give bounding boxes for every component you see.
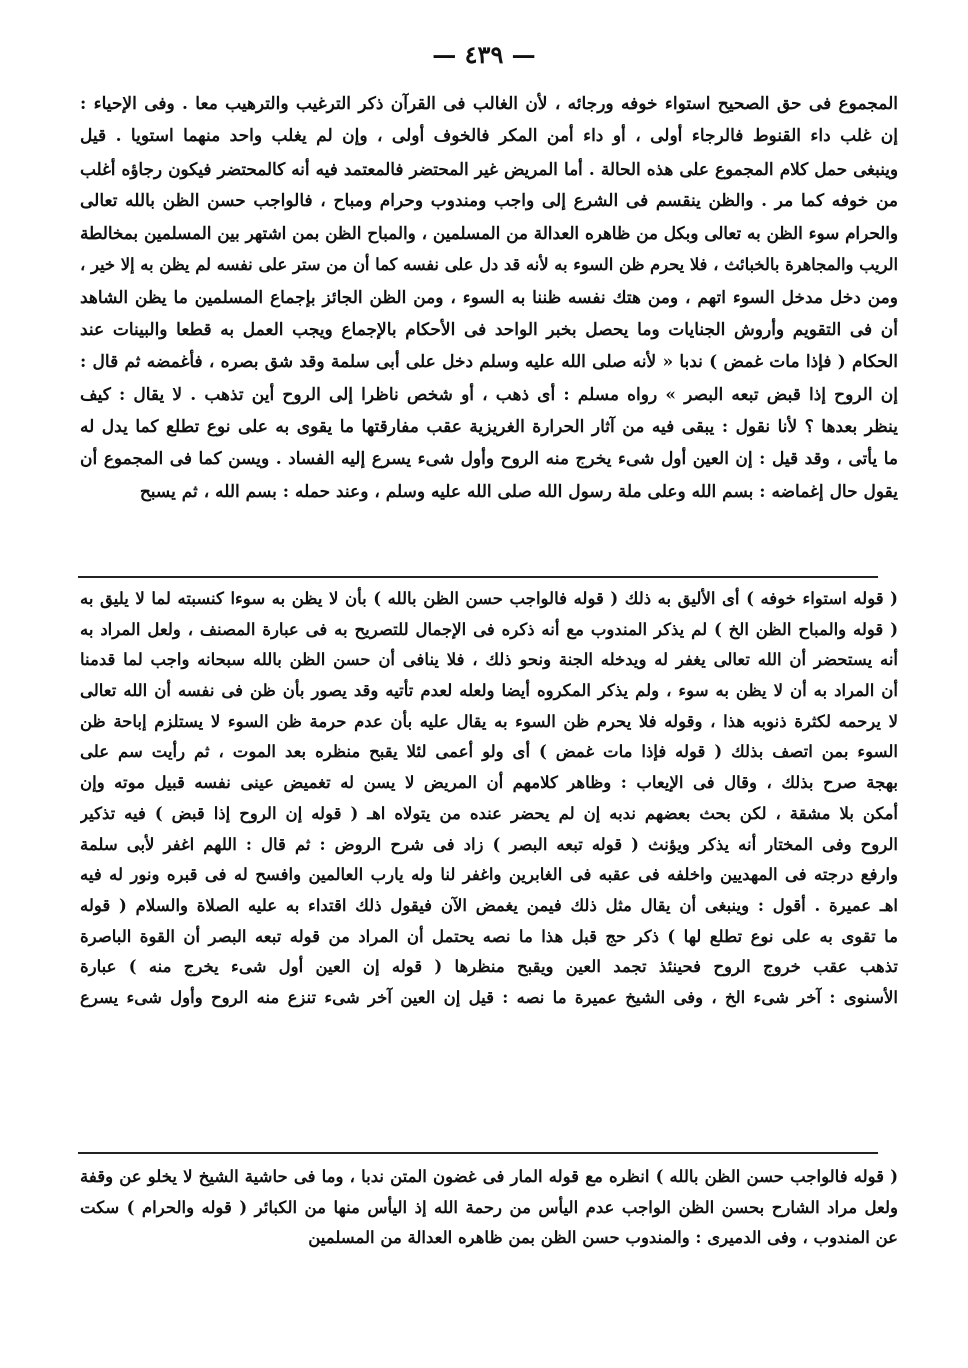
main-text-line: وينبغى حمل كلام المجموع على هذه الحالة . أما المريض غير المحتضر فالمعتمد فيه أنه كالمحتضر فيكون رجاؤه أغلب bbox=[80, 158, 898, 179]
main-text-line: ما يأتى ، وقد قيل : إن العين أول شىء يخرج منه الروح وأول شىء يسرع إليه الفساد . ويسن كما فى المجموع أن bbox=[80, 449, 898, 470]
main-text bbox=[80, 88, 898, 508]
commentary-line: تذهب عقب خروج الروح فحينئذ تجمد العين ويقبح منظرها ( قوله إن العين أول شىء يخرج منه ) عبارة bbox=[80, 957, 898, 977]
commentary-line: لا يرحمه لكثرة ذنوبه هذا ، وقوله فلا يحرم ظن السوء به يقال عليه بأن عدم حرمة ظن السوء لا يستلزم إباحة ظن bbox=[80, 711, 898, 731]
commentary-line: ( قوله استواء خوفه ) أى الأليق به ذلك ( قوله فالواجب حسن الظن بالله ) بأن لا يظن به سوءا كنسبته لما لا يليق به bbox=[80, 589, 898, 608]
main-text-line: الحكام ( فإذا مات غمض ) ندبا « لأنه صلى الله عليه وسلم دخل على أبى سلمة وقد شق بصره ، فأغمضه ثم قال : bbox=[80, 352, 898, 373]
main-text-line: أن فى التقويم وأروش الجنايات وما يحصل بخبر الواحد فى الأحكام بالإجماع ويجب العمل به قطعا والبينات عند bbox=[80, 320, 898, 341]
footnotes bbox=[80, 1162, 898, 1254]
footnote-line: ( قوله فالواجب حسن الظن بالله ) انظره مع قوله المار فى غضون المتن ندبا ، وما فى حاشية الشيخ لا يخلو عن وقفة bbox=[80, 1167, 898, 1186]
commentary-line: السوء بمن اتصف بذلك ( قوله فإذا مات غمض ) أى ولو أعمى لئلا يقبح منظره بعد الموت ، ثم رأيت سم على bbox=[80, 742, 898, 762]
main-text-line: ينظر بعدها ؟ لأنا نقول : يبقى فيه من آثار الحرارة الغريزية عقب مفارقتها ما يقوى به على نوع تطلع كما يدل له bbox=[80, 416, 898, 437]
commentary-line: أن المراد به أن لا يظن به سوء ، ولم يذكر المكروه أيضا ولعله لعدم تأتيه وقد يصور بأن ظن فى نفسه أن الله تعالى bbox=[80, 681, 898, 701]
main-text-line: إن الروح إذا قبض تبعه البصر » رواه مسلم : أى ذهب ، أو شخص ناظرا إلى الروح أين تذهب . لا يقال : كيف bbox=[80, 384, 898, 405]
commentary-line: وارفع درجته فى المهديين واخلفه فى عقبه فى الغابرين واغفر لنا وله يارب العالمين وافسح له فى قبره ونور له فيه bbox=[80, 865, 898, 885]
footnote-line: ولعل مراد الشارح بحسن الظن الواجب عدم اليأس من رحمة الله إذ اليأس منها من الكبائر ( قوله والحرام ) سكت bbox=[80, 1197, 898, 1217]
section-divider bbox=[78, 576, 878, 578]
section-divider bbox=[78, 1152, 878, 1154]
footnote-line: عن المندوب ، وفى الدميرى : والمندوب حسن الظن بمن ظاهره العدالة من المسلمين bbox=[308, 1228, 898, 1247]
commentary-line: بهجة صرح بذلك ، وقال فى الإيعاب : وظاهر كلامهم أن المريض لا يسن له تغميض عينى نفسه قبيل موته وإن bbox=[80, 773, 898, 793]
commentary-line: أمكن بلا مشقة ، لكن بحث بعضهم ندبه إن لم يحضر عنده من يتولاه اهـ ( قوله إن الروح إذا قبض ) فيه تذكير bbox=[80, 803, 898, 823]
main-text-line: من خوفه كما مر . والظن ينقسم فى الشرع إلى واجب ومندوب وحرام ومباح ، فالواجب حسن الظن بالله تعالى bbox=[80, 190, 898, 211]
main-text-line: ومن دخل مدخل السوء اتهم ، ومن هتك نفسه ظننا به السوء ، ومن الظن الجائز بإجماع المسلمين ما يظن الشاهد bbox=[80, 287, 898, 308]
page-number: — ٤٣٩ — bbox=[432, 40, 536, 69]
main-text-line: إن غلب داء القنوط فالرجاء أولى ، أو داء أمن المكر فالخوف أولى ، وإن لم يغلب واحد منهما استويا . قيل bbox=[80, 126, 898, 147]
commentary-line: أنه يستحضر أن الله تعالى يغفر له ويدخله الجنة ونحو ذلك ، فلا ينافى أن حسن الظن بالله سبحانه واجب لما قدمنا bbox=[80, 650, 898, 670]
commentary-line: اهـ عميرة . أقول : وينبغى أن يقال مثل ذلك فيمن يغمض الآن فيقول ذلك اقتداء به عليه الصلاة والسلام ( قوله bbox=[80, 895, 898, 915]
main-text-line: يقول حال إغماضه : بسم الله وعلى ملة رسول الله صلى الله عليه وسلم ، وعند حمله : بسم الله ، ثم يسبح bbox=[139, 481, 898, 502]
main-text-line: المجموع فى حق الصحيح استواء خوفه ورجائه ، لأن الغالب فى القرآن ذكر الترغيب والترهيب معا . وفى الإحياء : bbox=[80, 94, 898, 114]
main-text-line: الريب والمجاهرة بالخبائث ، فلا يحرم ظن السوء به لأنه قد دل على نفسه كما أن من ستر على نفسه لم يظن به إلا خير ، bbox=[80, 255, 898, 275]
commentary-text bbox=[80, 584, 898, 1014]
main-text-line: والحرام سوء الظن به تعالى وبكل من ظاهره العدالة من المسلمين ، والمباح الظن بمن اشتهر بين المسلمين بمخالطة bbox=[80, 223, 898, 244]
commentary-line: ( قوله والمباح الظن الخ ) لم يذكر المندوب مع أنه ذكره فى الإجمال للتصريح به فى عبارة المصنف ، ولعل المراد به bbox=[80, 619, 898, 639]
commentary-line: الأسنوى : آخر شىء الخ ، وفى الشيخ عميرة ما نصه : قيل إن العين آخر شىء تنزع منه الروح وأول شىء يسرع bbox=[80, 987, 898, 1007]
commentary-line: ما تقوى به على نوع تطلع لها ) ذكر حج قبل هذا ما نصه يحتمل أن المراد من قوله تبعه البصر أن القوة الباصرة bbox=[80, 926, 898, 946]
commentary-line: الروح وفى المختار أنه يذكر ويؤنث ( قوله تبعه البصر ) زاد فى شرح الروض : ثم قال : اللهم اغفر لأبى سلمة bbox=[80, 834, 898, 854]
